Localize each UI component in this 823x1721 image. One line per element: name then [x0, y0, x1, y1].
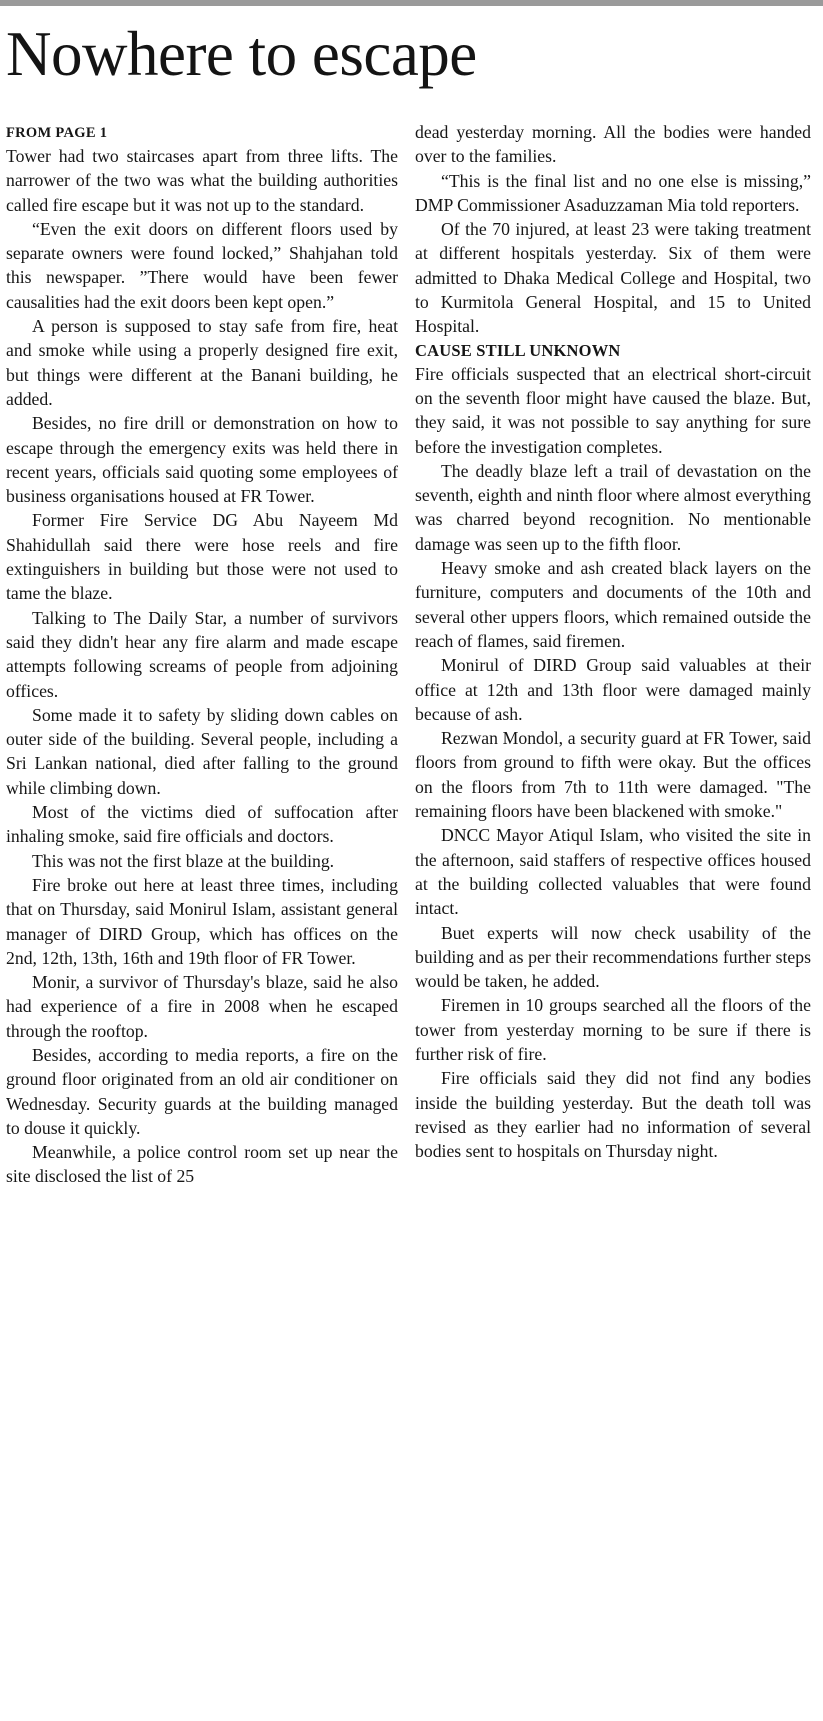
paragraph: Meanwhile, a police control room set up near the site disclosed the list of 25	[6, 1142, 398, 1187]
paragraph: Tower had two staircases apart from three lifts. The narrower of the two was what the building authorities called fire escape but it was not up to the standard.	[6, 146, 398, 215]
left-column	[6, 122, 398, 1189]
paragraph: Monir, a survivor of Thursday's blaze, said he also had experience of a fire in 2008 when he escaped through the rooftop.	[6, 972, 398, 1041]
paragraph: Fire officials said they did not find any bodies inside the building yesterday. But the death toll was revised as they earlier had no information of several bodies sent to hospitals on Thursday night.	[415, 1068, 811, 1162]
headline: Nowhere to escape	[6, 19, 477, 89]
paragraph: Firemen in 10 groups searched all the floors of the tower from yesterday morning to be sure if there is further risk of fire.	[415, 995, 811, 1064]
top-rule	[0, 0, 823, 6]
paragraph: DNCC Mayor Atiqul Islam, who visited the site in the afternoon, said staffers of respective offices housed at the building collected valuables that were found intact.	[415, 825, 811, 919]
continuation-kicker: FROM PAGE 1	[6, 125, 108, 141]
paragraph: Most of the victims died of suffocation after inhaling smoke, said fire officials and doctors.	[6, 802, 398, 847]
paragraph: The deadly blaze left a trail of devastation on the seventh, eighth and ninth floor where almost everything was charred beyond recognition. No mentionable damage was seen up to the fifth floor.	[415, 460, 811, 554]
paragraph: Some made it to safety by sliding down cables on outer side of the building. Several people, including a Sri Lankan national, died after falling to the ground while climbing down.	[6, 704, 398, 798]
paragraph: Former Fire Service DG Abu Nayeem Md Shahidullah said there were hose reels and fire extinguishers in building but those were not used to tame the blaze.	[6, 510, 398, 604]
paragraph: Besides, according to media reports, a fire on the ground floor originated from an old air conditioner on Wednesday. Security guards at the building managed to douse it quickly.	[6, 1044, 398, 1138]
paragraph: A person is supposed to stay safe from fire, heat and smoke while using a properly designed fire exit, but things were different at the Banani building, he added.	[6, 316, 398, 409]
paragraph: Fire broke out here at least three times, including that on Thursday, said Monirul Islam, assistant general manager of DIRD Group, which has offices on the 2nd, 12th, 13th, 16th and 19th floor of FR Tower.	[6, 874, 398, 968]
paragraph: “Even the exit doors on different floors used by separate owners were found locked,” Shahjahan told this newspaper. ”There would have been fewer causalities had the exit doors been kept open.”	[6, 218, 398, 312]
paragraph: Heavy smoke and ash created black layers on the furniture, computers and documents of the 10th and several other uppers floors, which remained outside the reach of flames, said firemen.	[415, 558, 811, 651]
paragraph: Monirul of DIRD Group said valuables at their office at 12th and 13th floor were damaged mainly because of ash.	[415, 655, 811, 724]
paragraph: Rezwan Mondol, a security guard at FR Tower, said floors from ground to fifth were okay. But the offices on the floors from 7th to 11th were damaged. "The remaining floors have been blackened with smoke."	[415, 728, 811, 822]
paragraph: “This is the final list and no one else is missing,” DMP Commissioner Asaduzzaman Mia told reporters.	[415, 170, 811, 215]
paragraph: This was not the first blaze at the building.	[32, 850, 335, 871]
paragraph: Of the 70 injured, at least 23 were taking treatment at different hospitals yesterday. Six of them were admitted to Dhaka Medical College and Hospital, two to Kurmitola General Hospital, and 15 to United Hospital.	[415, 219, 811, 337]
paragraph: Talking to The Daily Star, a number of survivors said they didn't hear any fire alarm and made escape attempts following screams of people from adjoining offices.	[6, 607, 398, 701]
paragraph: Fire officials suspected that an electrical short-circuit on the seventh floor might have caused the blaze. But, they said, it was not possible to say anything for sure before the investigation completes.	[415, 363, 811, 457]
section-subhead: CAUSE STILL UNKNOWN	[415, 340, 621, 360]
paragraph: Buet experts will now check usability of the building and as per their recommendations further steps would be taken, he added.	[415, 922, 811, 992]
paragraph: Besides, no fire drill or demonstration on how to escape through the emergency exits was held there in recent years, officials said quoting some employees of business organisations housed at FR Tower.	[6, 413, 398, 507]
right-column	[415, 120, 811, 1163]
paragraph: dead yesterday morning. All the bodies were handed over to the families.	[415, 122, 811, 167]
